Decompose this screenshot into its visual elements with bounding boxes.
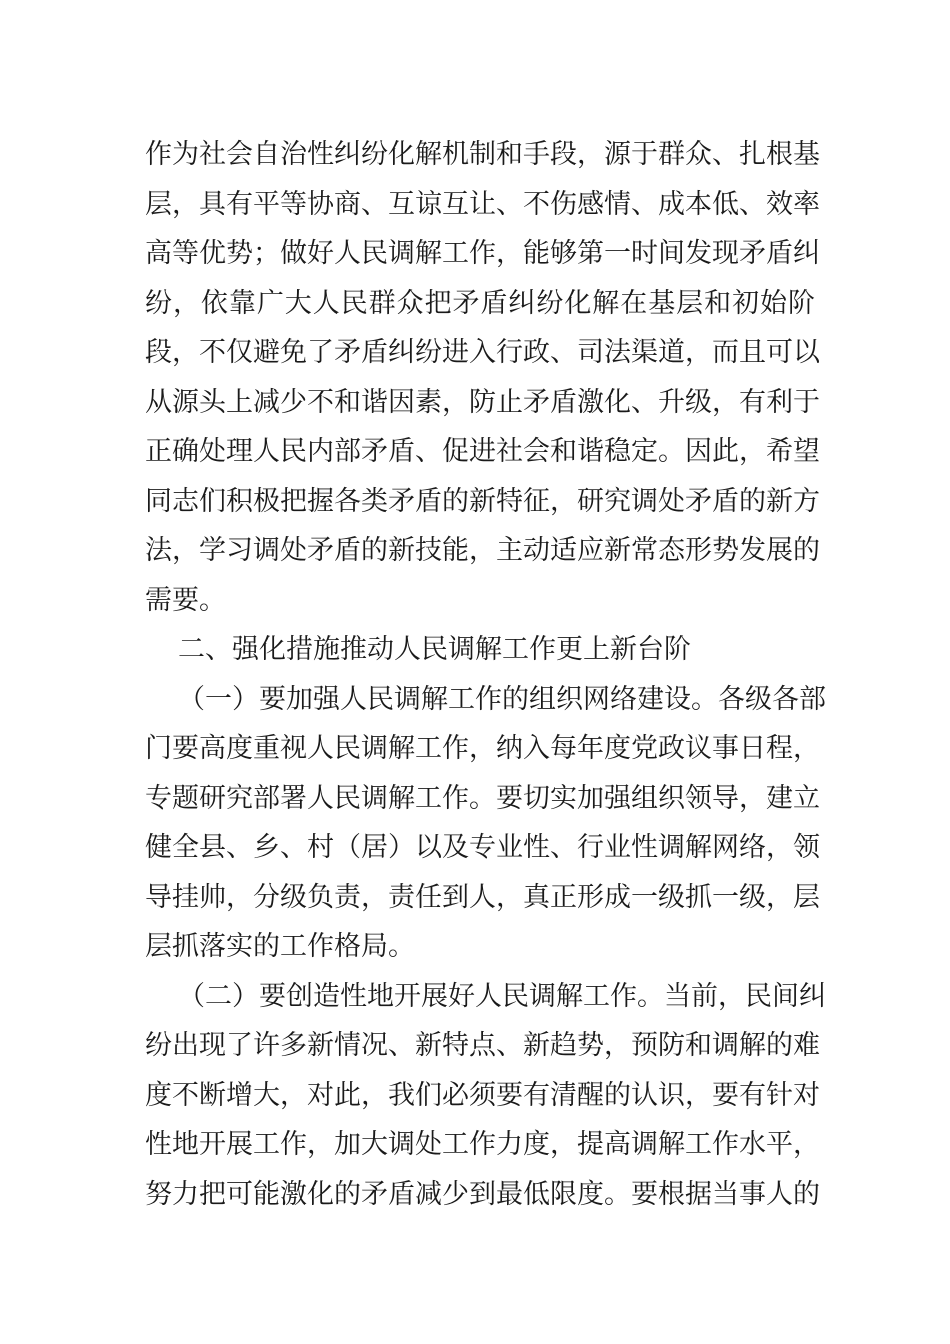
text-line: 专题研究部署人民调解工作。要切实加强组织领导，建立 (145, 782, 820, 814)
text-line: 度不断增大，对此，我们必须要有清醒的认识，要有针对 (145, 1079, 820, 1111)
paragraph-3 (145, 972, 826, 1220)
text-line: 同志们积极把握各类矛盾的新特征，研究调处矛盾的新方 (145, 485, 820, 517)
text-line: 努力把可能激化的矛盾减少到最低限度。要根据当事人的 (145, 1178, 820, 1210)
text-line: 层，具有平等协商、互谅互让、不伤感情、成本低、效率 (145, 188, 820, 220)
text-line: 纷出现了许多新情况、新特点、新趋势，预防和调解的难 (145, 1030, 820, 1061)
text-line: 高等优势；做好人民调解工作，能够第一时间发现矛盾纠 (145, 238, 820, 269)
text-line: 法，学习调处矛盾的新技能，主动适应新常态形势发展的 (145, 535, 820, 566)
text-line: 段，不仅避免了矛盾纠纷进入行政、司法渠道，而且可以 (145, 337, 820, 368)
text-line: 作为社会自治性纠纷化解机制和手段，源于群众、扎根基 (145, 139, 820, 170)
document-body (145, 130, 826, 1219)
text-line: 性地开展工作，加大调处工作力度，提高调解工作水平， (145, 1129, 820, 1160)
text-line: （一）要加强人民调解工作的组织网络建设。各级各部 (178, 683, 826, 715)
text-line: 正确处理人民内部矛盾、促进社会和谐稳定。因此，希望 (145, 436, 820, 467)
text-line: 纷，依靠广大人民群众把矛盾纠纷化解在基层和初始阶 (145, 287, 815, 319)
paragraph-1 (145, 130, 820, 625)
section-heading: 二、强化措施推动人民调解工作更上新台阶 (178, 634, 691, 665)
text-line: 门要高度重视人民调解工作，纳入每年度党政议事日程， (145, 733, 820, 764)
text-line: 需要。 (145, 584, 226, 616)
paragraph-2 (145, 675, 826, 972)
text-line: 层抓落实的工作格局。 (145, 931, 415, 962)
text-line: 健全县、乡、村（居）以及专业性、行业性调解网络，领 (145, 832, 820, 863)
text-line: （二）要创造性地开展好人民调解工作。当前，民间纠 (178, 980, 826, 1012)
text-line: 从源头上减少不和谐因素，防止矛盾激化、升级，有利于 (145, 386, 820, 418)
text-line: 导挂帅，分级负责，责任到人，真正形成一级抓一级，层 (145, 881, 820, 913)
